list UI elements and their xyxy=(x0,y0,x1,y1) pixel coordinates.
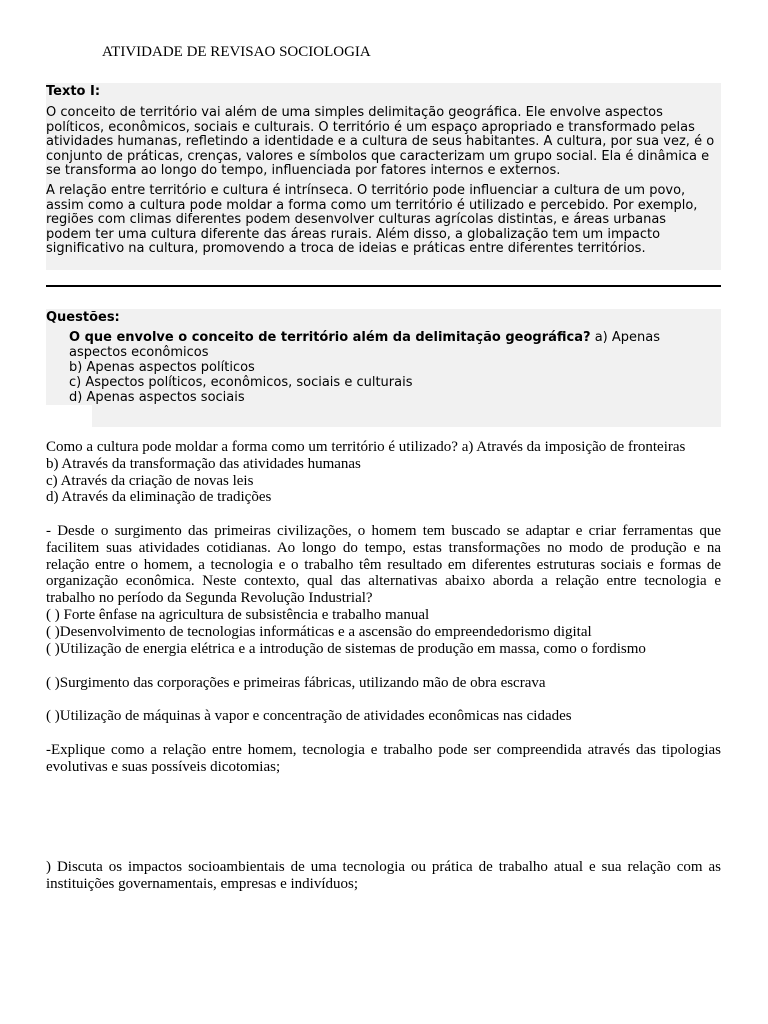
question-1-option-a: a) Apenas aspectos econômicos xyxy=(69,330,660,360)
question-1-option-b: b) Apenas aspectos políticos xyxy=(69,360,255,375)
question-1-option-c: c) Aspectos políticos, econômicos, sociais e culturais xyxy=(69,375,413,390)
document-title: ATIVIDADE DE REVISAO SOCIOLOGIA xyxy=(102,44,371,60)
question-3-text: - Desde o surgimento das primeiras civilizações, o homem tem buscado se adaptar e criar ferramentas que facilitem suas atividades cotidianas. Ao longo do tempo, estas transformações no modo de produção e na relação entre o homem, a tecnologia e o trabalho têm resultado em diferentes estruturas sociais e formas de organização econômica. Neste contexto, qual das alternativas abaixo aborda a relação entre tecnologia e trabalho no período da Segunda Revolução Industrial? xyxy=(46,523,721,607)
question-2-option-c: c) Através da criação de novas leis xyxy=(46,472,254,489)
texto-heading: Texto I: xyxy=(46,84,101,99)
question-2-option-d: d) Através da eliminação de tradições xyxy=(46,489,272,506)
question-5-text: ) Discuta os impactos socioambientais de uma tecnologia ou prática de trabalho atual e sua relação com as instituições governamentais, empresas e indivíduos; xyxy=(46,859,721,892)
question-3-option-1: ( ) Forte ênfase na agricultura de subsistência e trabalho manual xyxy=(46,607,430,623)
question-2 xyxy=(46,439,721,506)
question-2-text: Como a cultura pode moldar a forma como um território é utilizado? xyxy=(46,439,458,455)
questoes-heading: Questões: xyxy=(46,310,120,325)
question-3-option-4: ( )Surgimento das corporações e primeiras fábricas, utilizando mão de obra escrava xyxy=(46,675,546,691)
question-2-option-b: b) Através da transformação das atividades humanas xyxy=(46,455,361,472)
question-3-option-2: ( )Desenvolvimento de tecnologias informáticas e a ascensão do empreendedorismo digital xyxy=(46,624,592,640)
question-3-option-5: ( )Utilização de máquinas à vapor e concentração de atividades econômicas nas cidades xyxy=(46,708,572,724)
section-divider xyxy=(46,285,721,287)
question-1 xyxy=(69,330,699,405)
questoes-box-notch xyxy=(46,405,92,427)
question-1-option-d: d) Apenas aspectos sociais xyxy=(69,390,245,405)
question-1-text: O que envolve o conceito de território além da delimitação geográfica? xyxy=(69,330,591,345)
texto-box xyxy=(46,83,721,270)
texto-paragraph-2: A relação entre território e cultura é intrínseca. O território pode influenciar a cultura de um povo, assim como a cultura pode moldar a forma como um território é utilizado e percebido. Por exemplo, regiões com climas diferentes podem desenvolver culturas agrícolas distintas, e áreas urbanas podem ter uma cultura diferente das áreas rurais. Além disso, a globalização tem um impacto significativo na cultura, promovendo a troca de ideias e práticas entre diferentes territórios. xyxy=(46,182,698,257)
texto-paragraph-1: O conceito de território vai além de uma simples delimitação geográfica. Ele envolve aspectos políticos, econômicos, sociais e culturais. O território é um espaço apropriado e transformado pelas atividades humanas, refletindo a identidade e a cultura de seus habitantes. A cultura, por sua vez, é o conjunto de práticas, crenças, valores e símbolos que caracterizam um grupo social. Ela é dinâmica e se transforma ao longo do tempo, influenciada por fatores internos e externos. xyxy=(46,105,715,179)
question-3-option-3: ( )Utilização de energia elétrica e a introdução de sistemas de produção em massa, como o fordismo xyxy=(46,641,646,657)
question-4-text: -Explique como a relação entre homem, tecnologia e trabalho pode ser compreendida através das tipologias evolutivas e suas possíveis dicotomias; xyxy=(46,742,721,775)
questoes-box xyxy=(46,309,721,427)
question-2-option-a: a) Através da imposição de fronteiras xyxy=(461,439,686,455)
